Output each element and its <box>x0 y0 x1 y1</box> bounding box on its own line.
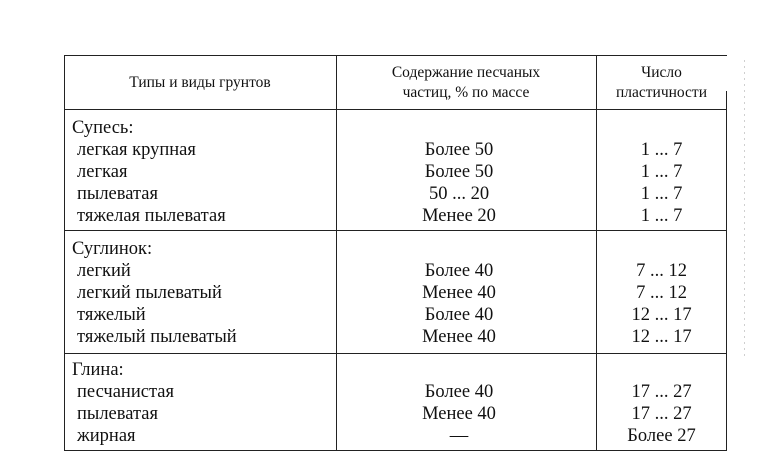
table-row <box>64 161 727 183</box>
sand-content: Менее 40 <box>422 283 496 303</box>
plasticity-index: 12 ... 17 <box>631 327 692 347</box>
header-sand-line1: Содержание песчаных <box>391 64 541 81</box>
table-bottom-border <box>64 450 727 451</box>
sand-content: Более 40 <box>424 305 494 325</box>
plasticity-index: 17 ... 27 <box>631 382 692 402</box>
table-row <box>64 381 727 403</box>
table-row <box>64 139 727 161</box>
group-name: Суглинок: <box>72 239 153 259</box>
soil-type: тяжелый <box>77 305 146 325</box>
group-title-row <box>64 238 727 260</box>
soil-type: тяжелый пылеватый <box>77 327 237 347</box>
sand-content: — <box>449 426 469 446</box>
soil-type: тяжелая пылеватая <box>77 206 226 226</box>
soil-type: легкая крупная <box>77 140 196 160</box>
group-name: Супесь: <box>72 118 134 138</box>
plasticity-index: 17 ... 27 <box>631 404 692 424</box>
plasticity-index: 7 ... 12 <box>636 283 687 303</box>
scan-artifact <box>744 60 745 360</box>
sand-content: 50 ... 20 <box>428 184 490 204</box>
table-row <box>64 183 727 205</box>
header-types: Типы и виды грунтов <box>129 74 271 91</box>
soil-type: пылеватая <box>77 184 159 204</box>
plasticity-index: 1 ... 7 <box>640 184 683 204</box>
group-title-row <box>64 117 727 139</box>
header-plasticity <box>596 63 727 103</box>
group-divider <box>64 230 727 231</box>
header-plasticity-line1: Число <box>641 64 682 81</box>
header-divider <box>64 109 727 110</box>
sand-content: Более 40 <box>424 382 494 402</box>
header-sand-line2: частиц, % по массе <box>402 84 530 101</box>
sand-content: Более 50 <box>424 140 494 160</box>
header-plasticity-line2: пластичности <box>615 84 708 101</box>
table-row <box>64 282 727 304</box>
group-title-row <box>64 359 727 381</box>
soil-type: песчанистая <box>77 382 174 402</box>
sand-content: Менее 40 <box>422 404 496 424</box>
soil-type: жирная <box>77 426 136 446</box>
sand-content: Более 40 <box>424 261 494 281</box>
soil-type: легкий <box>77 261 131 281</box>
soil-type: легкая <box>77 162 128 182</box>
soil-table <box>64 55 727 451</box>
table-row <box>64 326 727 348</box>
sand-content: Менее 40 <box>422 327 496 347</box>
sand-content: Менее 20 <box>422 206 496 226</box>
table-row <box>64 304 727 326</box>
soil-type: легкий пылеватый <box>77 283 222 303</box>
soil-type: пылеватая <box>77 404 159 424</box>
table-top-border <box>64 55 727 56</box>
plasticity-index: 1 ... 7 <box>640 162 683 182</box>
table-row <box>64 260 727 282</box>
group-divider <box>64 353 727 354</box>
plasticity-index: Более 27 <box>627 426 696 446</box>
table-row <box>64 425 727 447</box>
plasticity-index: 12 ... 17 <box>631 305 692 325</box>
plasticity-index: 7 ... 12 <box>636 261 687 281</box>
table-row <box>64 205 727 227</box>
sand-content: Более 50 <box>424 162 494 182</box>
table-row <box>64 403 727 425</box>
group-name: Глина: <box>72 360 124 380</box>
header-sand-content <box>336 63 596 103</box>
plasticity-index: 1 ... 7 <box>640 206 683 226</box>
plasticity-index: 1 ... 7 <box>640 140 683 160</box>
